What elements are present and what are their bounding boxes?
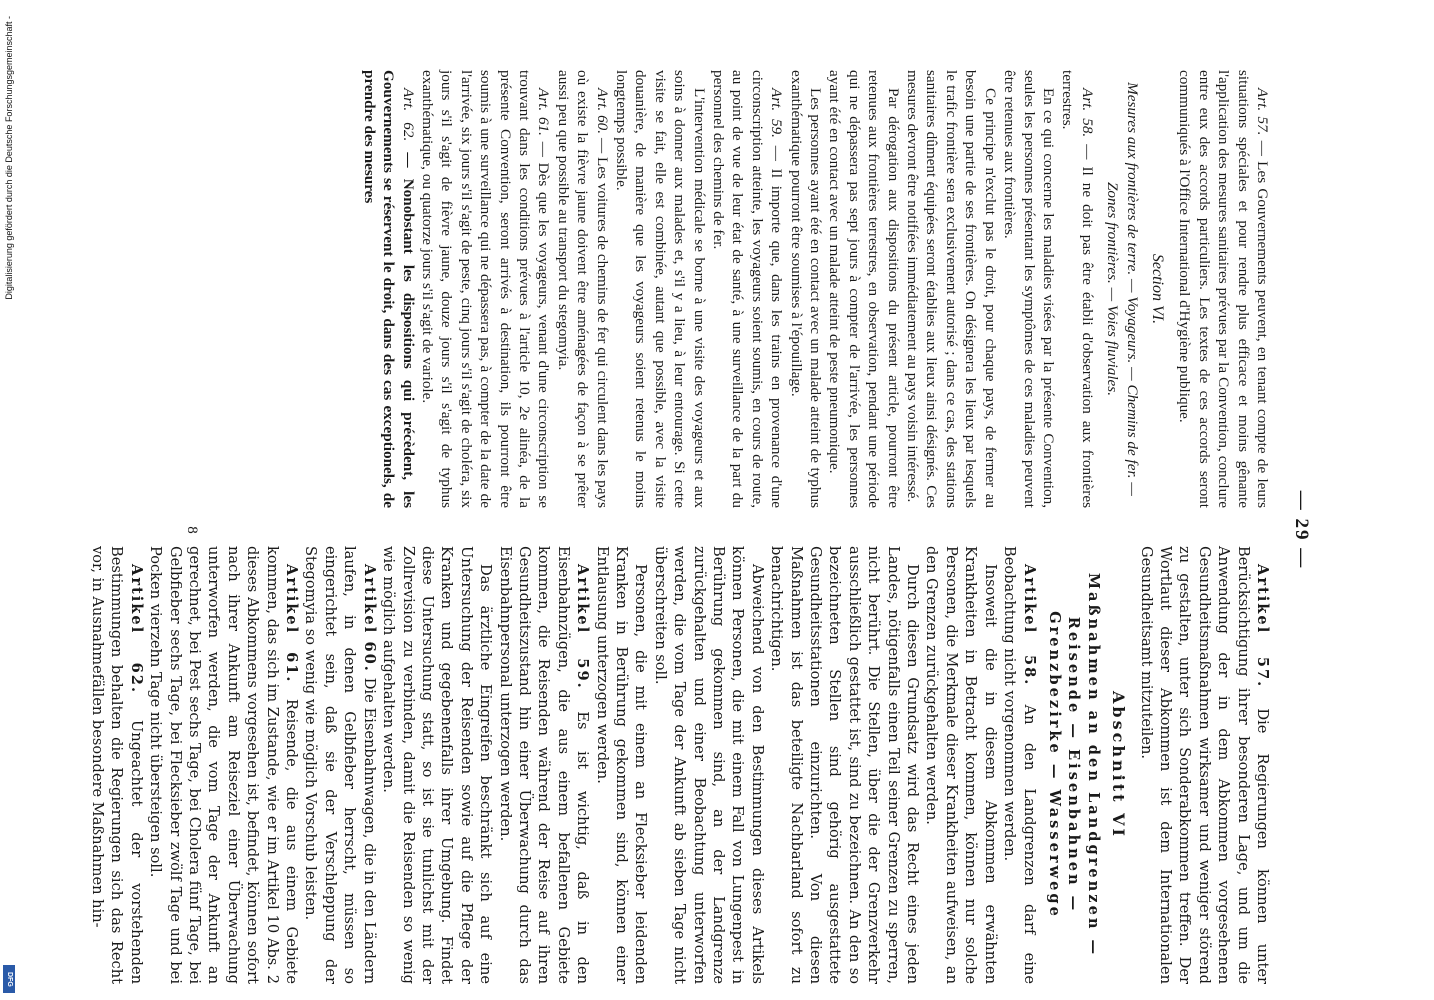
- paragraph: Ce principe n'exclut pas le droit, pour chaque pays, de fermer au besoin une partie de ses frontières. On désignera les lieux par lesquels le trafic frontière sera exclusivement autorisé ; dans ce cas, des stations sanitaires dûment équipées seront établies aux lieux ainsi désignés. Ces mesures devront être notifiées immédiatement au pays voisin intéressé.: [904, 70, 999, 508]
- section-title-de: Abschnitt VI: [1109, 691, 1129, 839]
- paragraph-art61-de: [146, 546, 301, 984]
- article-text: — Dès que les voyageurs, venant d'une circonscription se trouvant dans les conditions prévues à l'article 10, 2e alinéa, de la présente Convention, seront arrivés à destination, ils pourront être soumis à une surveillance qui ne dépassera pas, à compter de la date de l'arrivée, six jours s'il s'agit de peste, cinq jours s'il s'agit de choléra, six jours s'il s'agit de fièvre jaune, douze jours s'il s'agit de typhus exanthématique, ou quatorze jours s'il s'agit de variole.: [418, 70, 553, 508]
- paragraph-art60-fr: [553, 70, 611, 508]
- article-text: Die Eisenbahnwagen, die in den Ländern laufen, in denen Gelbfieber herrscht, müssen so eingerichtet sein, daß sie der Verschleppung der Stegomyia so wenig wie möglich Vorschub leisten.: [302, 546, 378, 984]
- article-text: — Les Gouvernements peuvent, en tenant compte de leurs situations spéciales et pour rendre plus efficace et moins gênante l'application des mesures sanitaires prévues par la Convention, conclure entre eux des accords particuliers. Les textes de ces accords seront communiqués à l'Office International d'Hygiène publique.: [1176, 70, 1271, 508]
- paragraph-art58-de: [1000, 546, 1039, 984]
- rotated-scanned-page: [89, 70, 1320, 990]
- digitization-footer: [2, 0, 16, 1000]
- article-label: Artikel 60.: [360, 564, 378, 673]
- article-text: An den Landgrenzen darf eine Beobachtung nicht vorgenommen werden.: [1001, 546, 1038, 984]
- paragraph-art58-fr: [1058, 70, 1097, 508]
- french-column: [359, 70, 1272, 508]
- paragraph-art61-fr: [418, 70, 554, 508]
- article-text: Reisende, die aus einem Gebiete kommen, das sich im Zustande, wie er im Artikel 10 Abs. 2 dieses Abkommens vorgesehen ist, befindet, können sofort nach ihrer Ankunft am Reiseziel einer Überwachung unterworfen werden, die vom Tage der Ankunft an gerechnet, bei Pest sechs Tage, bei Cholera fünf Tage, bei Gelbfieber sechs Tage, bei Flecksieber zwölf Tage und bei Pocken vierzehn Tage nicht übersteigen soll.: [147, 546, 301, 984]
- article-label: Artikel 62.: [127, 564, 145, 695]
- paragraph-art62-fr: [359, 70, 417, 508]
- article-text: — Il ne doit pas être établi d'observation aux frontières terrestres.: [1059, 70, 1096, 508]
- paragraph-art62-de: [88, 546, 146, 984]
- section-heading-de: Maßnahmen an den Landgrenzen — Reisende — Eisenbahnen — Grenzbezirke — Wasserwege: [1045, 572, 1102, 958]
- article-label: Art. 58.: [1078, 88, 1096, 138]
- paragraph-art57-fr: [1175, 70, 1272, 508]
- article-text: Es ist wichtig, daß in den Eisenbahnzügen, die aus einem befallenen Gebiete kommen, die Reisenden während der Reise auf ihren Gesundheitszustand hin einer Überwachung durch das Eisenbahnpersonal unterzogen werden.: [496, 546, 592, 985]
- article-label: Art. 59.: [768, 88, 786, 138]
- page-number: — 29 —: [1291, 490, 1312, 570]
- dfg-logo-icon[interactable]: DFG: [3, 965, 15, 993]
- paragraph: L'intervention médicale se borne à une visite des voyageurs et aux soins à donner aux malades et, s'il y a lieu, à leur entourage. Si cette visite se fait, elle est combinée, autant que possible, avec la visite douanière, de manière que les voyageurs soient retenus le moins longtemps possible.: [613, 70, 708, 508]
- article-text: Ungeachtet der vorstehenden Bestimmungen behalten die Regierungen sich das Recht vor, in Ausnahmefällen besondere Maßnahmen hin-: [89, 546, 145, 984]
- article-label: Artikel 59.: [574, 564, 592, 690]
- paragraph: Durch diesen Grundsatz wird das Recht eines jeden Landes, nötigenfalls einen Teil seiner Grenzen zu sperren, nicht berührt. Die Stellen, über die der Grenzverkehr ausschließlich gestattet ist, sind zu bezeichnen. An den so bezeichneten Stellen sind gehörig ausgestattete Gesundheitsstationen einzurichten. Von diesen Maßnahmen ist das beteiligte Nachbarland sofort zu benachrichtigen.: [768, 546, 922, 984]
- article-label: Artikel 58.: [1020, 564, 1038, 687]
- article-text: — Nonobstant les dispositions qui précèdent, les Gouvernements se réservent le droit, dans des cas exceptionels, de prendre des mesures: [360, 70, 417, 509]
- article-label: Art. 61.: [535, 88, 553, 136]
- article-label: Art. 57.: [1254, 88, 1271, 136]
- paragraph: En ce qui concerne les maladies visées par la présente Convention, seules les personnes présentant les symptômes de ces maladies peuvent être retenues aux frontières.: [1001, 70, 1057, 508]
- signature-mark: 8: [184, 526, 200, 534]
- paragraph: Insoweit die in diesem Abkommen erwähnten Krankheiten in Betracht kommen, können nur solche Personen, die Merkmale dieser Krankheiten aufweisen, an den Grenzen zurückgehalten werden.: [923, 546, 999, 984]
- paragraph: Par dérogation aux dispositions du présent article, pourront être retenues aux frontières terrestres, en observation, pendant une période qui ne dépassera pas sept jours à compter de l'arrivée, les personnes ayant été en contact avec un malade atteint de peste pneumonique.: [826, 70, 902, 508]
- paragraph: Das ärztliche Eingreifen beschränkt sich auf eine Untersuchung der Reisenden sowie auf die Pflege der Kranken und gegebenenfalls ihrer Umgebung. Findet diese Untersuchung statt, so ist sie tunlichst mit der Zollrevision zu verbinden, damit die Reisenden so wenig wie möglich aufgehalten werden.: [380, 546, 495, 984]
- article-label: Artikel 61.: [283, 564, 301, 684]
- article-text: — Il importe que, dans les trains en provenance d'une circonscription atteinte, les voyageurs soient soumis, en cours de route, au point de vue de leur état de santé, à une surveillance de la part du personnel des chemins de fer.: [710, 70, 786, 508]
- footer-text: Digitalisierung gefördert durch die Deutsche Forschungsgemeinschaft -: [4, 16, 14, 300]
- german-column: [88, 546, 1272, 984]
- paragraph: Les personnes ayant été en contact avec un malade atteint de typhus exanthématique pourront être soumises à l'épouillage.: [787, 70, 825, 508]
- paragraph-art60-de: [301, 546, 379, 984]
- article-text: — Les voitures de chemins de fer qui circulent dans les pays où existe la fièvre jaune doivent être aménagées de façon à se prêter aussi peu que possible au transport du stegomyia.: [554, 70, 611, 508]
- paragraph: Abweichend von den Bestimmungen dieses Artikels können Personen, die mit einem Fall von Lungenpest in Berührung gekommen sind, an der Landgrenze zurückgehalten und einer Beobachtung unterworfen werden, die vom Tage der Ankunft ab sieben Tage nicht überschreiten soll.: [651, 546, 766, 984]
- section-title-fr: Section VI.: [1148, 253, 1166, 325]
- article-label: Art. 60.: [593, 88, 611, 135]
- paragraph-art57-de: [1136, 546, 1272, 984]
- paragraph-art59-de: [495, 546, 592, 984]
- paragraph-art59-fr: [709, 70, 787, 508]
- paragraph: Personen, die mit einem an Flecksieber leidenden Kranken in Berührung gekommen sind, können einer Entlausung unterzogen werden.: [593, 546, 650, 984]
- article-label: Artikel 57.: [1254, 564, 1271, 689]
- article-label: Art. 62.: [399, 88, 417, 142]
- section-heading-fr: Mesures aux frontières de terre. — Voyageurs. — Chemins de fer. — Zones frontières. — Voies fluviales.: [1104, 82, 1141, 496]
- article-text: Die Regierungen können unter Berücksichtigung ihrer besonderen Lage, und um die Anwendung der in dem Abkommen vorgesehenen Gesundheitsmaßnahmen wirksamer und weniger störend zu gestalten, unter sich Sonderabkommen treffen. Der Wortlaut dieser Abkommen ist dem Internationalen Gesundheitsamt mitzuteilen.: [1137, 546, 1271, 984]
